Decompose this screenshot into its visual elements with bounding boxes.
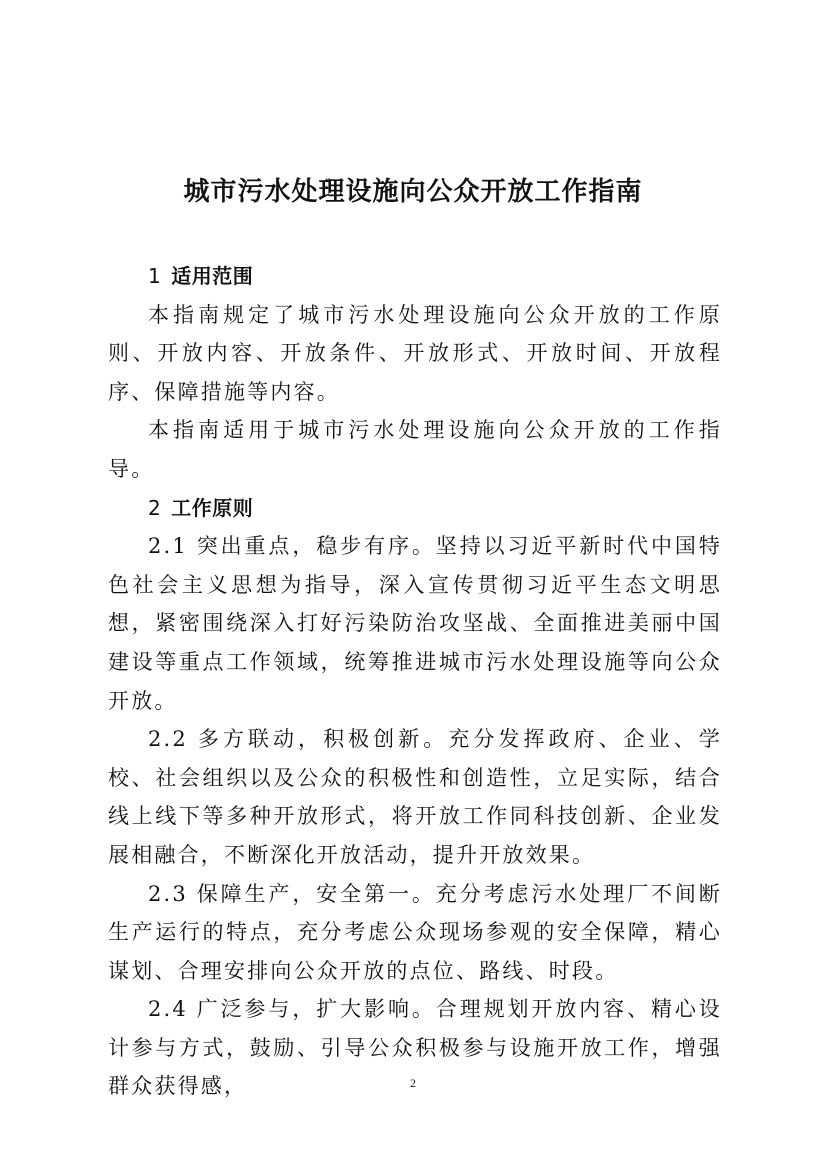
paragraph-text: 保障生产，安全第一。充分考虑污水处理厂不间断生产运行的特点，充分考虑公众现场参观的安全保障，精心谋划、合理安排向公众开放的点位、路线、时段。: [108, 881, 722, 983]
paragraph-text: 广泛参与，扩大影响。合理规划开放内容、精心设计参与方式，鼓励、引导公众积极参与设施开放工作，增强群众获得感，: [108, 997, 722, 1099]
section-heading-2: [108, 489, 722, 528]
paragraph: 本指南规定了城市污水处理设施向公众开放的工作原则、开放内容、开放条件、开放形式、开放时间、开放程序、保障措施等内容。: [108, 302, 722, 404]
paragraph: 本指南适用于城市污水处理设施向公众开放的工作指导。: [108, 418, 722, 481]
document-body: [108, 257, 722, 1106]
subsection-number: 2.2: [148, 727, 188, 752]
subsection-number: 2.1: [148, 534, 188, 559]
paragraph-2-2: [108, 720, 722, 874]
subsection-number: 2.4: [148, 997, 188, 1022]
section-number: 1: [148, 264, 162, 288]
subsection-number: 2.3: [148, 881, 188, 906]
section-title: 适用范围: [171, 264, 254, 288]
paragraph-2-1: [108, 527, 722, 720]
paragraph-2-3: [108, 875, 722, 991]
section-heading-1: [108, 257, 722, 296]
document-title: 城市污水处理设施向公众开放工作指南: [183, 177, 643, 207]
section-number: 2: [148, 495, 162, 520]
paragraph-text: 突出重点，稳步有序。坚持以习近平新时代中国特色社会主义思想为指导，深入宣传贯彻习近平生态文明思想，紧密围绕深入打好污染防治攻坚战、全面推进美丽中国建设等重点工作领域，统筹推进城市污水处理设施等向公众开放。: [108, 534, 722, 713]
paragraph-text: 多方联动，积极创新。充分发挥政府、企业、学校、社会组织以及公众的积极性和创造性，立足实际，结合线上线下等多种开放形式，将开放工作同科技创新、企业发展相融合，不断深化开放活动，提升开放效果。: [108, 727, 722, 867]
section-title: 工作原则: [171, 495, 254, 520]
page-number: 2: [410, 1076, 416, 1090]
